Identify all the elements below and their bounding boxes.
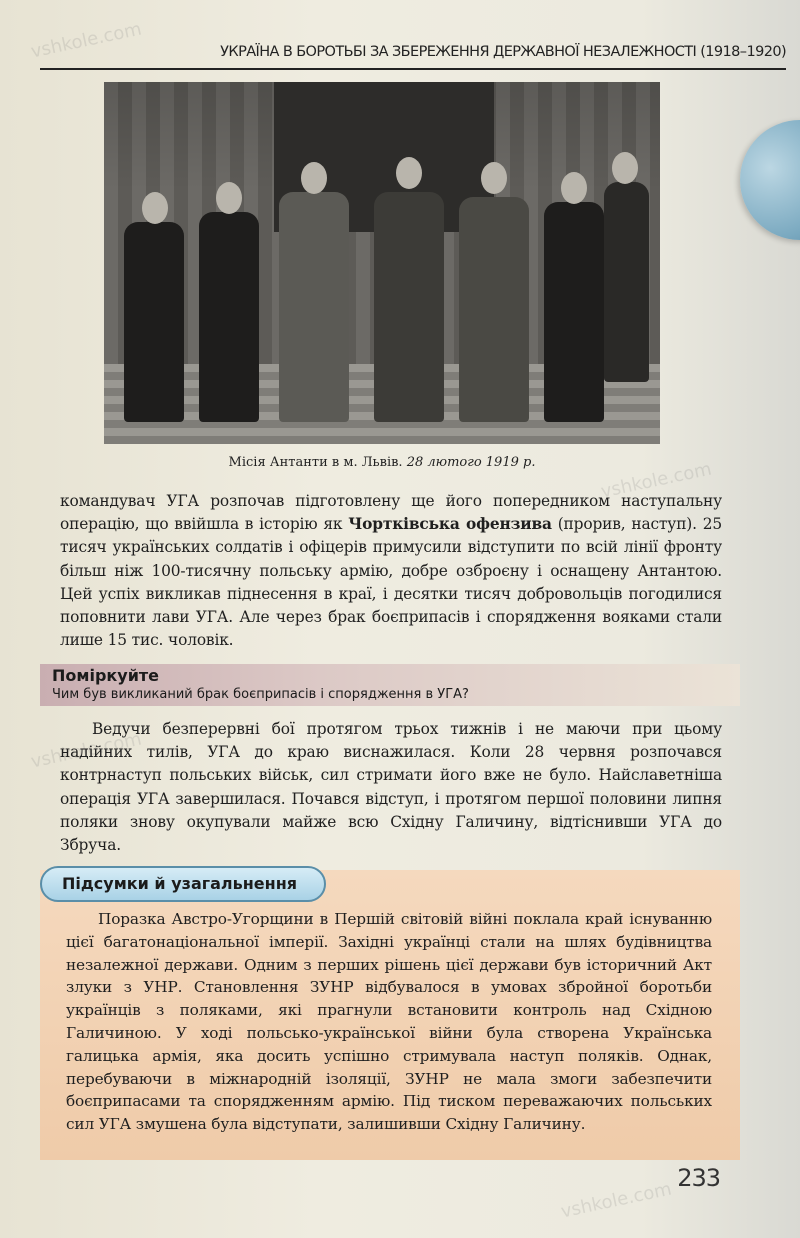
think-box xyxy=(40,664,740,706)
summary-title: Підсумки й узагальнення xyxy=(40,866,326,902)
summary-paragraph xyxy=(66,908,712,1136)
term-chortkiv-offensive: Чортківська офензива xyxy=(348,515,552,534)
paragraph-text: командувач УГА розпочав підготовлену ще його попередником наступальну операцію, що ввійшла в історію як xyxy=(60,492,722,534)
body-paragraph-1 xyxy=(60,490,722,652)
running-header: УКРАЇНА В БОРОТЬБІ ЗА ЗБЕРЕЖЕННЯ ДЕРЖАВНОЇ НЕЗАЛЕЖНОСТІ (1918–1920) xyxy=(40,40,786,70)
paragraph-text: Ведучи безперервні бої протягом трьох тижнів і не маючи при цьому надійних тилів, УГА до краю виснажилася. Коли 28 червня розпочався контрнаступ польських військ, сил стримати його вже не було. Найславетніша операція УГА завершилася. Почався відступ, і протягом першої половини липня поляки знову окупували майже всю Східну Галичину, відтіснивши УГА до Збруча. xyxy=(60,720,722,855)
think-question: Чим був викликаний брак боєприпасів і спорядження в УГА? xyxy=(52,687,469,702)
caption-text: Місія Антанти в м. Львів. xyxy=(228,455,403,470)
caption-date: 28 лютого 1919 р. xyxy=(406,455,536,470)
think-title: Поміркуйте xyxy=(52,666,160,685)
historical-photo xyxy=(104,82,660,444)
page-number: 233 xyxy=(677,1164,720,1192)
body-paragraph-2 xyxy=(60,718,722,857)
paragraph-text: Поразка Австро-Угорщини в Першій світовій війні поклала край існуванню цієї багатонаціональної імперії. Західні українці стали на шлях будівництва незалежної держави. Одним з перших рішень цієї держави був історичний Акт злуки з УНР. Становлення ЗУНР відбувалося в умовах збройної боротьби українців з поляками, які прагнули встановити контроль над Східною Галичиною. У ході польсько-української війни була створена Українська галицька армія, яка досить успішно стримувала наступ поляків. Однак, перебуваючи в міжнародній ізоляції, ЗУНР не мала змоги забезпечити боєприпасами та спорядженням армію. Під тиском переважаючих польських сил УГА змушена була відступати, залишивши Східну Галичину. xyxy=(66,910,712,1134)
photo-caption xyxy=(104,455,660,470)
paragraph-text: (прорив, наступ). 25 тисяч українських солдатів і офіцерів примусили відступити по всій лінії фронту більш ніж 100-тисячну польську армію, добре озброєну і оснащену Антантою. Цей успіх викликав піднесення в краї, і десятки тисяч добровольців погодилися поповнити лави УГА. Але через брак боєприпасів і спорядження вояками стали лише 15 тис. чоловік. xyxy=(60,515,722,650)
